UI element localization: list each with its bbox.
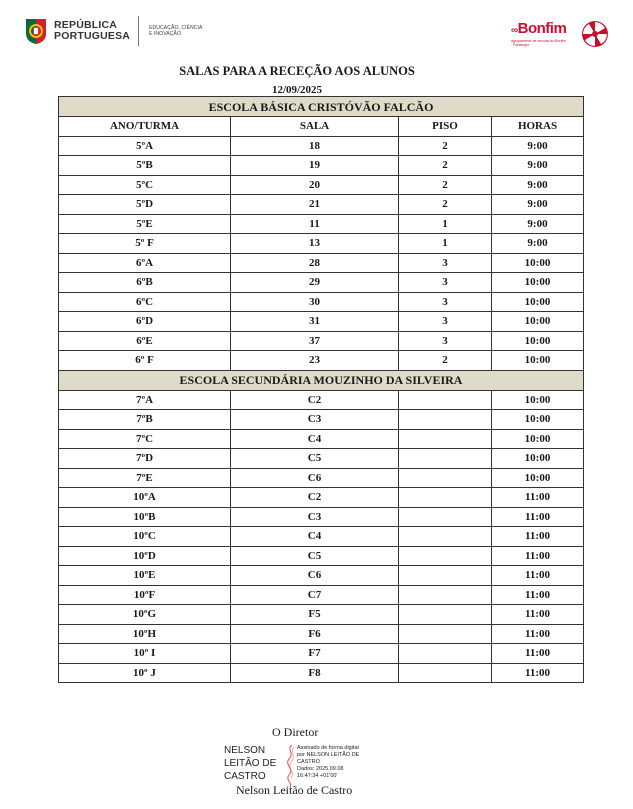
- cell-turma: 6ºB: [59, 273, 231, 293]
- republic-line-2: PORTUGUESA: [54, 30, 131, 42]
- table-row: [59, 410, 584, 430]
- cell-sala: C5: [231, 546, 399, 566]
- table-row: [59, 468, 584, 488]
- table-row: [59, 605, 584, 625]
- cell-piso: [399, 585, 492, 605]
- cell-sala: 19: [231, 156, 399, 176]
- cell-horas: 9:00: [492, 195, 584, 215]
- cell-horas: 11:00: [492, 585, 584, 605]
- school-name: ESCOLA BÁSICA CRISTÓVÃO FALCÃO: [59, 97, 584, 117]
- cell-turma: 10ºA: [59, 488, 231, 508]
- cell-turma: 10º J: [59, 663, 231, 683]
- cell-sala: 28: [231, 253, 399, 273]
- cell-sala: C5: [231, 449, 399, 469]
- cell-horas: 10:00: [492, 331, 584, 351]
- document-title: SALAS PARA A RECEÇÃO AOS ALUNOS: [179, 64, 415, 78]
- cell-horas: 9:00: [492, 175, 584, 195]
- cell-turma: 7ºC: [59, 429, 231, 449]
- cell-horas: 9:00: [492, 136, 584, 156]
- cell-turma: 7ºD: [59, 449, 231, 469]
- cell-turma: 6ºA: [59, 253, 231, 273]
- cell-turma: 5ºC: [59, 175, 231, 195]
- cell-piso: [399, 507, 492, 527]
- table-row: [59, 390, 584, 410]
- cell-sala: C2: [231, 488, 399, 508]
- cell-turma: 5ºD: [59, 195, 231, 215]
- table-row: [59, 663, 584, 683]
- table-row: [59, 156, 584, 176]
- republica-portuguesa-text: [54, 20, 130, 42]
- rooms-table-body: [59, 97, 584, 683]
- table-row: [59, 566, 584, 586]
- cell-sala: F6: [231, 624, 399, 644]
- cell-piso: [399, 488, 492, 508]
- cell-turma: 6º F: [59, 351, 231, 371]
- cell-piso: 2: [399, 136, 492, 156]
- cell-piso: [399, 644, 492, 664]
- republica-portuguesa-logo: [24, 16, 209, 46]
- cell-piso: [399, 605, 492, 625]
- table-row: [59, 546, 584, 566]
- cell-turma: 6ºC: [59, 292, 231, 312]
- table-row: [59, 624, 584, 644]
- cell-turma: 7ºB: [59, 410, 231, 430]
- cell-piso: 3: [399, 253, 492, 273]
- ministry-text: [149, 25, 209, 38]
- cell-sala: C6: [231, 566, 399, 586]
- cell-turma: 5ºE: [59, 214, 231, 234]
- cell-turma: 10º I: [59, 644, 231, 664]
- cell-horas: 10:00: [492, 351, 584, 371]
- cell-sala: 13: [231, 234, 399, 254]
- cell-horas: 9:00: [492, 214, 584, 234]
- table-row: [59, 449, 584, 469]
- table-row: [59, 507, 584, 527]
- cell-horas: 11:00: [492, 566, 584, 586]
- ministry-line-1: EDUCAÇÃO, CIÊNCIA: [149, 24, 203, 31]
- director-printed-name: Nelson Leitão de Castro: [236, 783, 353, 797]
- cell-piso: [399, 566, 492, 586]
- cell-turma: 7ºA: [59, 390, 231, 410]
- cell-turma: 6ºE: [59, 331, 231, 351]
- cell-sala: C7: [231, 585, 399, 605]
- cell-horas: 10:00: [492, 292, 584, 312]
- republic-line-1: REPÚBLICA: [54, 19, 118, 31]
- portuguese-emblem-icon: [24, 17, 48, 45]
- table-row: [59, 136, 584, 156]
- cell-sala: 31: [231, 312, 399, 332]
- cell-horas: 10:00: [492, 468, 584, 488]
- table-row: [59, 527, 584, 547]
- cell-piso: 1: [399, 234, 492, 254]
- signature-meta-line: Dados: 2025.09.08: [297, 766, 344, 772]
- cell-sala: C3: [231, 410, 399, 430]
- cell-sala: F8: [231, 663, 399, 683]
- cell-horas: 10:00: [492, 390, 584, 410]
- column-header-horas: HORAS: [492, 117, 584, 137]
- column-header-piso: PISO: [399, 117, 492, 137]
- cell-sala: 23: [231, 351, 399, 371]
- table-row: [59, 331, 584, 351]
- cell-horas: 10:00: [492, 312, 584, 332]
- table-row: [59, 312, 584, 332]
- cell-piso: 3: [399, 331, 492, 351]
- signature-meta-line: por NELSON LEITÃO DE: [297, 752, 360, 758]
- ministry-line-2: E INOVAÇÃO: [149, 31, 181, 37]
- cell-turma: 10ºF: [59, 585, 231, 605]
- table-row: [59, 253, 584, 273]
- cell-piso: [399, 410, 492, 430]
- table-row: [59, 351, 584, 371]
- cell-piso: 2: [399, 351, 492, 371]
- cell-horas: 10:00: [492, 410, 584, 430]
- cell-sala: C6: [231, 468, 399, 488]
- bonfim-logo: [511, 21, 567, 47]
- cell-piso: [399, 527, 492, 547]
- cell-turma: 7ºE: [59, 468, 231, 488]
- logo-divider: [138, 16, 139, 46]
- cell-horas: 10:00: [492, 449, 584, 469]
- cell-piso: 3: [399, 312, 492, 332]
- bonfim-name: Bonfim: [517, 20, 567, 37]
- cell-piso: 2: [399, 195, 492, 215]
- rooms-table: [58, 96, 584, 683]
- school-header-row: [59, 97, 584, 117]
- cell-sala: 30: [231, 292, 399, 312]
- signature-name-line: LEITÃO DE: [224, 758, 277, 769]
- cell-sala: 29: [231, 273, 399, 293]
- cell-turma: 10ºC: [59, 527, 231, 547]
- cell-piso: 3: [399, 292, 492, 312]
- table-row: [59, 175, 584, 195]
- cell-horas: 11:00: [492, 546, 584, 566]
- cell-piso: 1: [399, 214, 492, 234]
- cell-piso: [399, 449, 492, 469]
- cell-horas: 11:00: [492, 644, 584, 664]
- cell-piso: [399, 390, 492, 410]
- cell-sala: F5: [231, 605, 399, 625]
- cell-sala: C2: [231, 390, 399, 410]
- signature-meta-line: Assinado de forma digital: [297, 745, 359, 751]
- cell-sala: 37: [231, 331, 399, 351]
- cell-turma: 10ºB: [59, 507, 231, 527]
- cell-horas: 9:00: [492, 156, 584, 176]
- cell-horas: 11:00: [492, 624, 584, 644]
- bonfim-wordmark: ∞Bonfim: [511, 20, 567, 37]
- signature-metadata: [297, 745, 372, 780]
- cell-horas: 11:00: [492, 663, 584, 683]
- cell-horas: 10:00: [492, 253, 584, 273]
- cell-turma: 10ºD: [59, 546, 231, 566]
- column-header-sala: SALA: [231, 117, 399, 137]
- director-label: O Diretor: [272, 725, 319, 739]
- cell-sala: 21: [231, 195, 399, 215]
- signature-meta-line: CASTRO: [297, 759, 320, 765]
- signature-name-line: CASTRO: [224, 771, 266, 782]
- signature-name: [224, 744, 276, 783]
- cell-turma: 5º F: [59, 234, 231, 254]
- cell-horas: 11:00: [492, 488, 584, 508]
- cell-piso: [399, 663, 492, 683]
- signature-name-line: NELSON: [224, 745, 266, 756]
- cell-turma: 5ºA: [59, 136, 231, 156]
- bonfim-subtitle: agrupamento de escolas do Bonfim · Portalegre: [511, 39, 567, 47]
- cell-turma: 10ºG: [59, 605, 231, 625]
- cell-horas: 11:00: [492, 507, 584, 527]
- school-name: ESCOLA SECUNDÁRIA MOUZINHO DA SILVEIRA: [59, 370, 584, 390]
- table-row: [59, 273, 584, 293]
- cell-piso: [399, 624, 492, 644]
- table-row: [59, 585, 584, 605]
- cell-sala: 18: [231, 136, 399, 156]
- cell-horas: 10:00: [492, 273, 584, 293]
- cell-sala: 11: [231, 214, 399, 234]
- cell-sala: 20: [231, 175, 399, 195]
- cell-sala: C4: [231, 527, 399, 547]
- cell-horas: 10:00: [492, 429, 584, 449]
- cell-sala: F7: [231, 644, 399, 664]
- cell-horas: 11:00: [492, 605, 584, 625]
- bonfim-pinwheel-icon: [580, 19, 610, 49]
- table-row: [59, 644, 584, 664]
- cell-sala: C4: [231, 429, 399, 449]
- cell-horas: 9:00: [492, 234, 584, 254]
- cell-piso: [399, 468, 492, 488]
- table-row: [59, 292, 584, 312]
- cell-piso: [399, 546, 492, 566]
- cell-turma: 10ºE: [59, 566, 231, 586]
- cell-turma: 10ºH: [59, 624, 231, 644]
- column-header-ano-turma: ANO/TURMA: [59, 117, 231, 137]
- cell-turma: 6ºD: [59, 312, 231, 332]
- table-row: [59, 214, 584, 234]
- cell-sala: C3: [231, 507, 399, 527]
- table-row: [59, 195, 584, 215]
- cell-piso: 3: [399, 273, 492, 293]
- table-row: [59, 234, 584, 254]
- document-date: 12/09/2025: [271, 84, 323, 96]
- cell-piso: 2: [399, 175, 492, 195]
- column-header-row: [59, 117, 584, 137]
- cell-turma: 5ºB: [59, 156, 231, 176]
- page-header: [0, 0, 633, 60]
- cell-horas: 11:00: [492, 527, 584, 547]
- signature-meta-line: 16:47:34 +01'00': [297, 773, 338, 779]
- cell-piso: [399, 429, 492, 449]
- cell-piso: 2: [399, 156, 492, 176]
- table-row: [59, 488, 584, 508]
- school-header-row: [59, 370, 584, 390]
- table-row: [59, 429, 584, 449]
